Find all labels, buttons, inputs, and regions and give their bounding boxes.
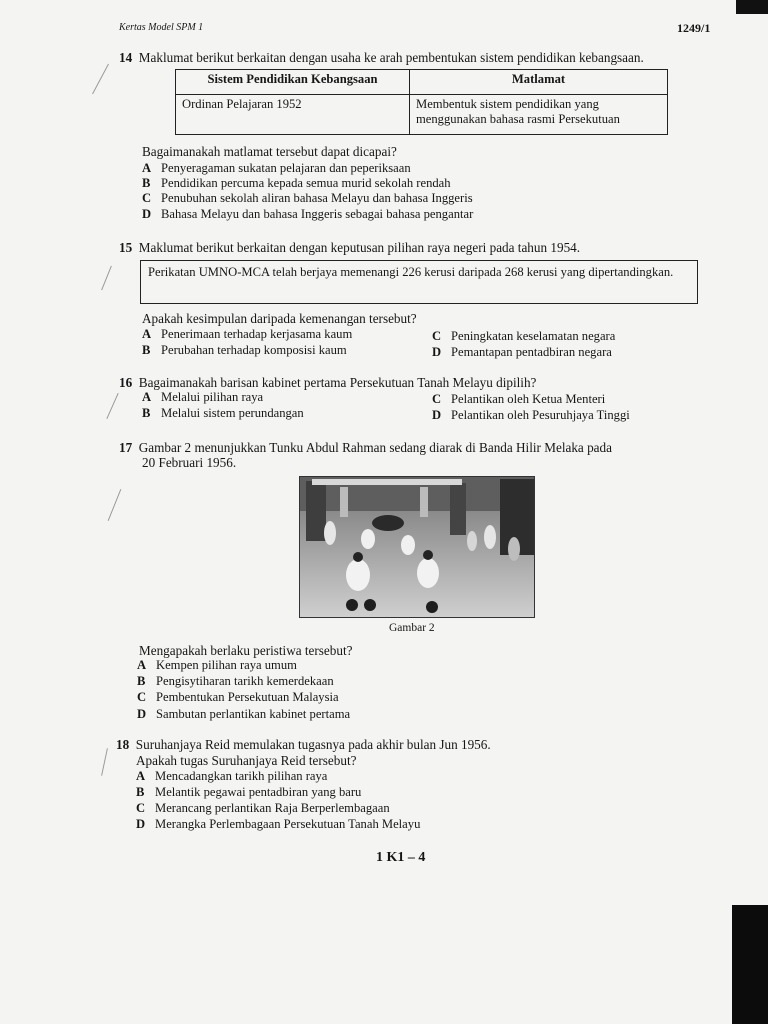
q18-number: 18 — [116, 737, 130, 752]
q18-option-c[interactable]: C Merancang perlantikan Raja Berperlembagaan — [136, 801, 390, 815]
q14-stem-text: Maklumat berikut berkaitan dengan usaha ke arah pembentukan sistem pendidikan kebangsaan. — [138, 50, 644, 65]
q14-question: Bagaimanakah matlamat tersebut dapat dicapai? — [142, 144, 397, 159]
paper-code: 1249/1 — [677, 21, 711, 35]
scan-edge-bottom — [732, 905, 768, 1024]
q15-stem — [119, 240, 580, 256]
table-cell-line: menggunakan bahasa rasmi Persekutuan — [416, 112, 620, 126]
table-header: Matlamat — [410, 70, 668, 95]
q18-stem-text: Suruhanjaya Reid memulakan tugasnya pada akhir bulan Jun 1956. — [135, 737, 491, 752]
pencil-mark — [106, 393, 118, 419]
q18-question: Apakah tugas Suruhanjaya Reid tersebut? — [136, 753, 357, 768]
q17-number: 17 — [119, 440, 133, 455]
q14-stem — [119, 50, 644, 66]
q16-option-d[interactable]: D Pelantikan oleh Pesuruhjaya Tinggi — [432, 408, 630, 422]
q18-option-d[interactable]: D Merangka Perlembagaan Persekutuan Tanah Melayu — [136, 817, 421, 831]
q17-option-c[interactable]: C Pembentukan Persekutuan Malaysia — [137, 690, 339, 704]
q17-option-a[interactable]: A Kempen pilihan raya umum — [137, 658, 297, 672]
q18-option-a[interactable]: A Mencadangkan tarikh pilihan raya — [136, 769, 328, 783]
q17-option-d[interactable]: D Sambutan perlantikan kabinet pertama — [137, 707, 351, 721]
table-cell-line: Membentuk sistem pendidikan yang — [416, 97, 599, 111]
q15-info-box: Perikatan UMNO-MCA telah berjaya memenangi 226 kerusi daripada 268 kerusi yang dipertandingkan. — [140, 260, 698, 304]
q15-option-d[interactable]: D Pemantapan pentadbiran negara — [432, 345, 612, 359]
table-header: Sistem Pendidikan Kebangsaan — [176, 70, 410, 95]
q17-stem-line2: 20 Februari 1956. — [142, 455, 237, 470]
q15-stem-text: Maklumat berikut berkaitan dengan keputusan pilihan raya negeri pada tahun 1954. — [138, 240, 581, 255]
pencil-mark — [108, 489, 122, 521]
table-cell — [410, 95, 668, 135]
paper-title: Kertas Model SPM 1 — [119, 22, 204, 33]
q17-stem — [119, 440, 612, 456]
q15-question: Apakah kesimpulan daripada kemenangan tersebut? — [142, 311, 417, 326]
q16-number: 16 — [119, 375, 133, 390]
q15-number: 15 — [119, 240, 133, 255]
q16-option-a[interactable]: A Melalui pilihan raya — [142, 390, 264, 404]
table-cell: Ordinan Pelajaran 1952 — [176, 95, 410, 135]
q15-option-b[interactable]: B Perubahan terhadap komposisi kaum — [142, 343, 347, 357]
q18-option-b[interactable]: B Melantik pegawai pentadbiran yang baru — [136, 785, 362, 799]
q14-option-c[interactable]: C Penubuhan sekolah aliran bahasa Melayu dan bahasa Inggeris — [142, 191, 473, 205]
q18-stem — [116, 737, 491, 753]
page-footer: 1 K1 – 4 — [376, 850, 426, 865]
q17-question: Mengapakah berlaku peristiwa tersebut? — [139, 643, 353, 658]
pencil-mark — [101, 748, 108, 776]
q14-option-d[interactable]: D Bahasa Melayu dan bahasa Inggeris sebagai bahasa pengantar — [142, 207, 474, 221]
gambar-2-photo — [299, 476, 535, 618]
q14-option-a[interactable]: A Penyeragaman sukatan pelajaran dan peperiksaan — [142, 161, 411, 175]
pencil-mark — [101, 266, 112, 290]
photo-caption: Gambar 2 — [389, 622, 435, 634]
q14-table — [175, 69, 668, 135]
q17-stem-text: Gambar 2 menunjukkan Tunku Abdul Rahman sedang diarak di Banda Hilir Melaka pada — [138, 440, 612, 455]
scan-edge-top — [736, 0, 768, 14]
q15-option-a[interactable]: A Penerimaan terhadap kerjasama kaum — [142, 327, 353, 341]
q15-option-c[interactable]: C Peningkatan keselamatan negara — [432, 329, 616, 343]
q16-stem-text: Bagaimanakah barisan kabinet pertama Persekutuan Tanah Melayu dipilih? — [138, 375, 537, 390]
q16-option-c[interactable]: C Pelantikan oleh Ketua Menteri — [432, 392, 606, 406]
pencil-mark — [92, 64, 109, 94]
q17-option-b[interactable]: B Pengisytiharan tarikh kemerdekaan — [137, 674, 334, 688]
q16-option-b[interactable]: B Melalui sistem perundangan — [142, 406, 304, 420]
q14-option-b[interactable]: B Pendidikan percuma kepada semua murid sekolah rendah — [142, 176, 451, 190]
q14-number: 14 — [119, 50, 133, 65]
